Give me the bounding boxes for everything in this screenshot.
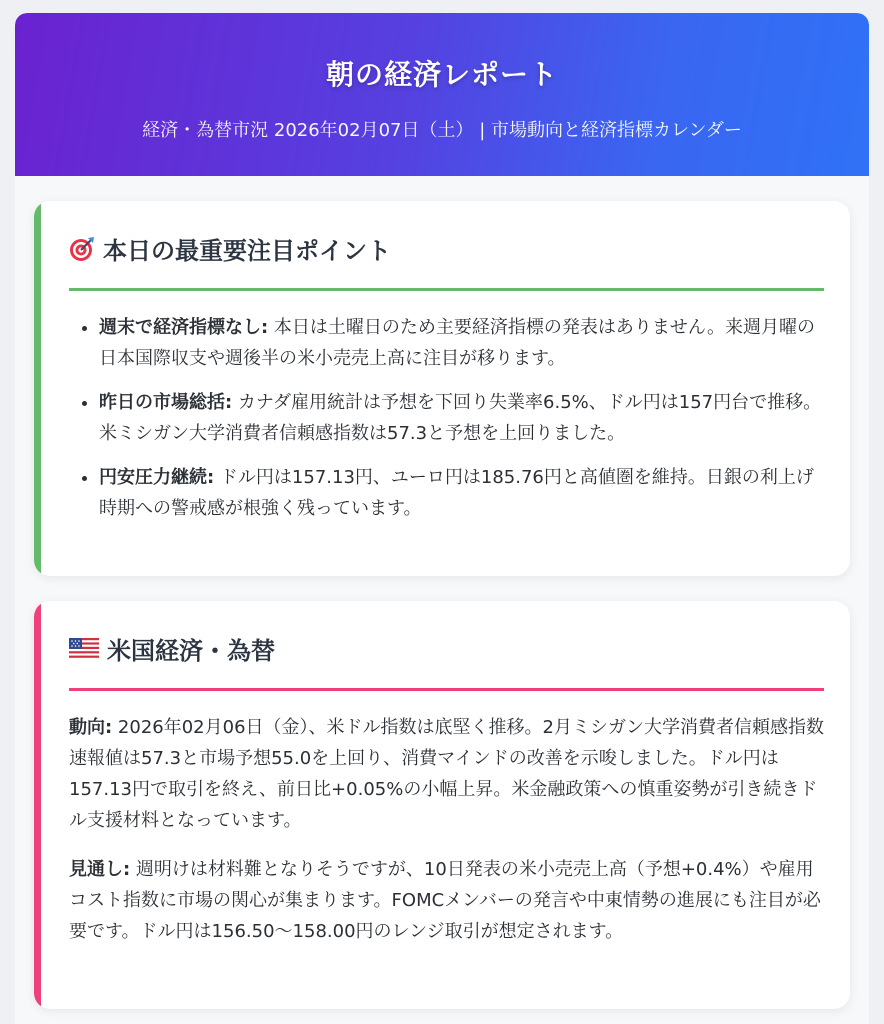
usa-title: 米国経済・為替 [107,637,275,665]
item-label: 円安圧力継続: [99,466,215,488]
usa-heading [69,631,824,666]
highlight-card [34,201,850,576]
item-label: 週末で経済指標なし: [99,317,269,338]
usa-divider [69,688,824,691]
highlight-list [69,313,824,525]
item-text: ドル円は157.13円、ユーロ円は185.76円と高値圏を維持。日銀の利上げ時期への警戒感が根強く残っています。 [99,466,814,519]
page-title: 朝の経済レポート [325,58,558,91]
outlook-text: 週明けは材料難となりそうですが、10日発表の米小売売上高（予想+0.4%）や雇用コスト指数に市場の関心が集まります。FOMCメンバーの発言や中東情勢の進展にも注目が必要です。ドル円は156.50〜158.00円のレンジ取引が想定されます。 [69,858,821,942]
highlight-divider [69,288,824,291]
us-flag-icon [69,638,99,660]
list-item [99,388,824,450]
item-label: 昨日の市場総括: [99,391,233,413]
item-text: 本日は土曜日のため主要経済指標の発表はありません。来週月曜の日本国際収支や週後半の米小売売上高に注目が移ります。 [99,317,816,369]
trend-paragraph [69,713,824,837]
usa-economy-card [34,601,850,1009]
trend-text: 2026年02月06日（金）、米ドル指数は底堅く推移。2月ミシガン大学消費者信頼感指数速報値は57.3と市場予想55.0を上回り、消費マインドの改善を示唆しました。ドル円は157.13円で取引を終え、前日比+0.05%の小幅上昇。米金融政策への慎重姿勢が引き続きドル支援材料となっています。 [69,717,824,831]
item-text: カナダ雇用統計は予想を下回り失業率6.5%、ドル円は157円台で推移。米ミシガン大学消費者信頼感指数は57.3と予想を上回りました。 [99,391,822,444]
target-icon [69,236,95,262]
trend-label: 動向: [69,717,113,738]
highlight-title: 本日の最重要注目ポイント [103,237,391,265]
list-item [99,313,824,375]
highlight-heading [69,231,824,266]
page-subtitle: 経済・為替市況 2026年02月07日（土） | 市場動向と経済指標カレンダー [142,120,742,141]
outlook-label: 見通し: [69,858,131,880]
outlook-paragraph [69,855,824,948]
report-header [15,13,869,176]
list-item [99,463,824,525]
report-page [15,13,869,1024]
